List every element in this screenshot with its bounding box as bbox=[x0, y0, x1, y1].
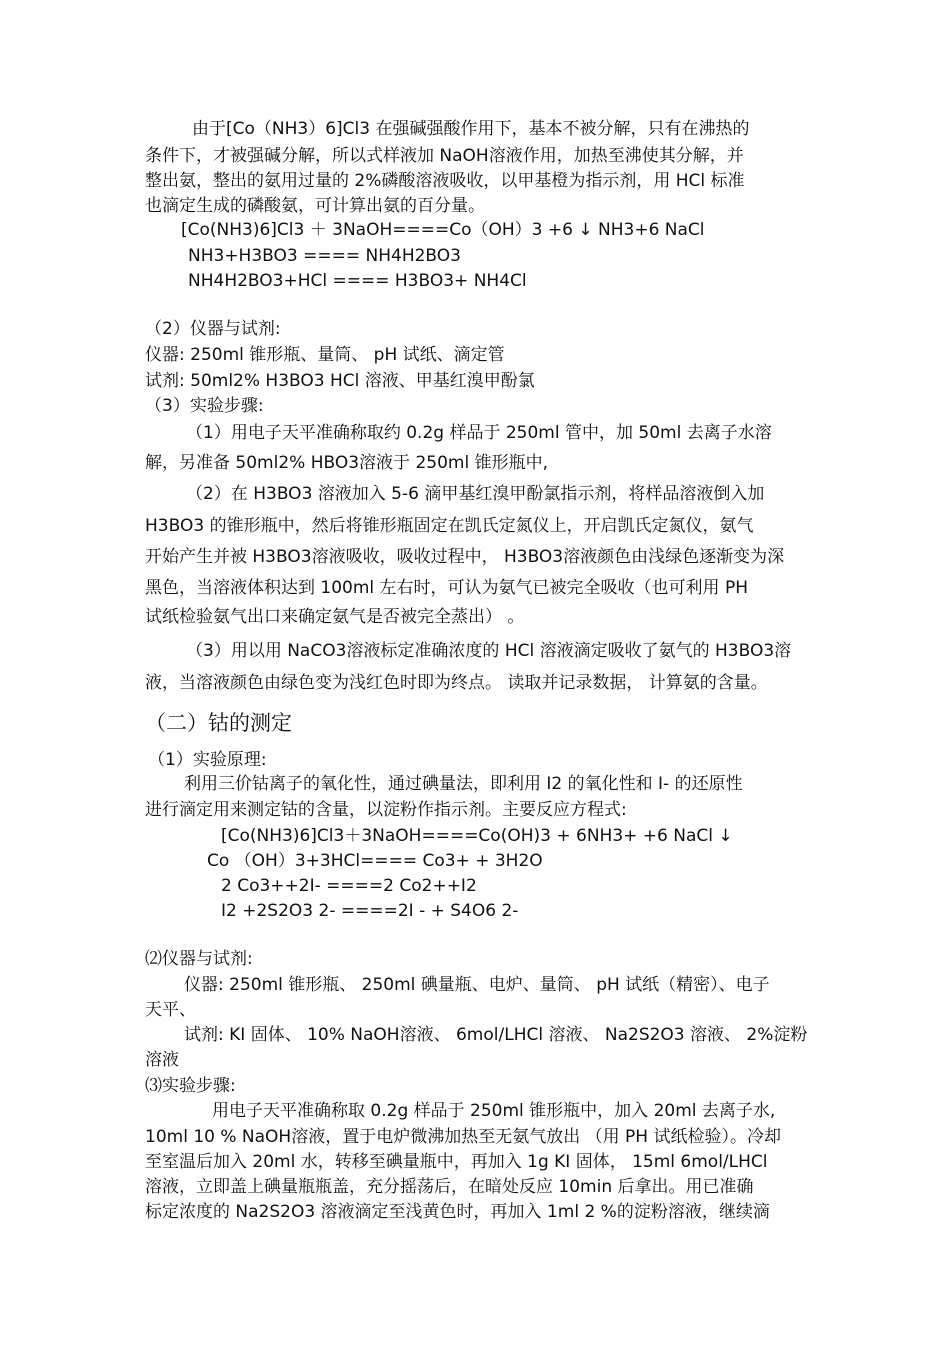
cobalt-principle-line-2: 进行滴定用来测定钴的含量，以淀粉作指示剂。主要反应方程式: bbox=[145, 800, 627, 820]
equation-3: NH4H2BO3+HCl ==== H3BO3+ NH4Cl bbox=[188, 271, 527, 291]
principle-line-2: 条件下，才被强碱分解，所以式样液加 NaOH溶液作用，加热至沸使其分解，并 bbox=[145, 146, 744, 166]
cobalt-reagents-line-2: 溶液 bbox=[145, 1050, 179, 1070]
cobalt-step-line-1: 用电子天平准确称取 0.2g 样品于 250ml 锥形瓶中，加入 20ml 去离子水, bbox=[212, 1101, 776, 1121]
step1-line-2: 解，另准备 50ml2% HBO3溶液于 250ml 锥形瓶中, bbox=[145, 453, 548, 473]
step2-line-2: H3BO3 的锥形瓶中，然后将锥形瓶固定在凯氏定氮仪上，开启凯氏定氮仪，氨气 bbox=[145, 516, 754, 536]
principle-line-3: 整出氨，整出的氨用过量的 2%磷酸溶液吸收，以甲基橙为指示剂，用 HCl 标准 bbox=[145, 171, 745, 191]
step2-line-5: 试纸检验氨气出口来确定氨气是否被完全蒸出） 。 bbox=[145, 607, 525, 627]
cobalt-step-line-4: 溶液，立即盖上碘量瓶瓶盖，充分摇荡后，在暗处反应 10min 后拿出。用已准确 bbox=[145, 1177, 754, 1197]
cobalt-equation-2: Co （OH）3+3HCl==== Co3+ + 3H2O bbox=[207, 851, 543, 871]
principle-heading: （1）实验原理: bbox=[148, 750, 267, 770]
cobalt-step-line-3: 至室温后加入 20ml 水，转移至碘量瓶中，再加入 1g KI 固体， 15ml 6mol/LHCl bbox=[145, 1152, 768, 1172]
cobalt-equation-1: [Co(NH3)6]Cl3＋3NaOH====Co(OH)3 + 6NH3+ +6 NaCl ↓ bbox=[221, 826, 733, 846]
cobalt-principle-line-1: 利用三价钴离子的氧化性，通过碘量法，即利用 I2 的氧化性和 I- 的还原性 bbox=[184, 774, 743, 794]
cobalt-step-line-2: 10ml 10 % NaOH溶液，置于电炉微沸加热至无氨气放出 （用 PH 试纸检验）。冷却 bbox=[145, 1127, 781, 1147]
cobalt-equation-3: 2 Co3++2I- ====2 Co2++I2 bbox=[221, 876, 477, 896]
cobalt-instruments-line-2: 天平、 bbox=[145, 1000, 196, 1020]
instruments-heading: （2）仪器与试剂: bbox=[145, 319, 281, 339]
cobalt-instruments-heading: ⑵仪器与试剂: bbox=[145, 949, 253, 969]
step3-line-1: （3）用以用 NaCO3溶液标定准确浓度的 HCl 溶液滴定吸收了氨气的 H3BO3溶 bbox=[186, 641, 792, 661]
instruments-line: 仪器: 250ml 锥形瓶、量筒、 pH 试纸、滴定管 bbox=[145, 345, 505, 365]
cobalt-step-line-5: 标定浓度的 Na2S2O3 溶液滴定至浅黄色时，再加入 1ml 2 %的淀粉溶液，继续滴 bbox=[145, 1202, 770, 1222]
principle-line-4: 也滴定生成的磷酸氨，可计算出氨的百分量。 bbox=[145, 196, 485, 216]
equation-1: [Co(NH3)6]Cl3 ＋ 3NaOH====Co（OH）3 +6 ↓ NH3+6 NaCl bbox=[181, 220, 705, 240]
cobalt-equation-4: I2 +2S2O3 2- ====2I - + S4O6 2- bbox=[221, 901, 519, 921]
steps-heading: （3）实验步骤: bbox=[145, 396, 264, 416]
cobalt-instruments-line-1: 仪器: 250ml 锥形瓶、 250ml 碘量瓶、电炉、量筒、 pH 试纸（精密）、电子 bbox=[184, 975, 770, 995]
step3-line-2: 液，当溶液颜色由绿色变为浅红色时即为终点。 读取并记录数据， 计算氨的含量。 bbox=[145, 673, 768, 693]
step1-line-1: （1）用电子天平准确称取约 0.2g 样品于 250ml 管中，加 50ml 去离子水溶 bbox=[186, 423, 772, 443]
principle-line-1: 由于[Co（NH3）6]Cl3 在强碱强酸作用下，基本不被分解，只有在沸热的 bbox=[192, 119, 750, 139]
step2-line-4: 黑色，当溶液体积达到 100ml 左右时，可认为氨气已被完全吸收（也可利用 PH bbox=[145, 578, 748, 598]
section-title: （二）钴的测定 bbox=[145, 711, 292, 735]
cobalt-steps-heading: ⑶实验步骤: bbox=[145, 1076, 236, 1096]
cobalt-reagents-line-1: 试剂: KI 固体、 10% NaOH溶液、 6mol/LHCl 溶液、 Na2S2O3 溶液、 2%淀粉 bbox=[184, 1025, 808, 1045]
equation-2: NH3+H3BO3 ==== NH4H2BO3 bbox=[188, 246, 461, 266]
step2-line-1: （2）在 H3BO3 溶液加入 5-6 滴甲基红溴甲酚氯指示剂，将样品溶液倒入加 bbox=[186, 484, 765, 504]
step2-line-3: 开始产生并被 H3BO3溶液吸收，吸收过程中， H3BO3溶液颜色由浅绿色逐渐变为深 bbox=[145, 547, 785, 567]
reagents-line: 试剂: 50ml2% H3BO3 HCl 溶液、甲基红溴甲酚氯 bbox=[145, 371, 535, 391]
